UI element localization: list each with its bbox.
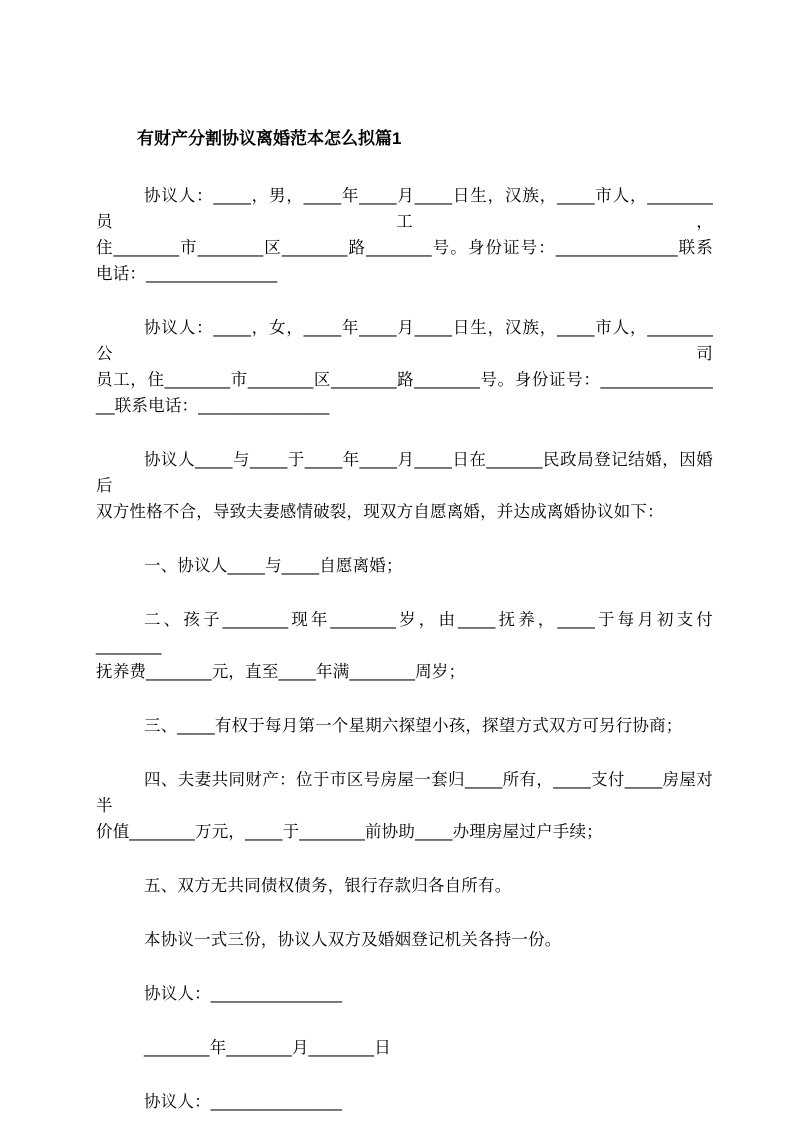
signature-line-a xyxy=(96,981,713,1007)
paragraph-line: 协议人：____，男，____年____月____日生，汉族，____市人，_______员工， xyxy=(96,187,713,231)
clause-4 xyxy=(96,767,713,845)
clause-5 xyxy=(96,873,713,899)
paragraph-line: 员工，住_______市_______区_______路_______号。身份证号：____________ xyxy=(96,371,713,389)
paragraph-line: 双方性格不合，导致夫妻感情破裂，现双方自愿离婚，并达成离婚协议如下： xyxy=(96,503,664,521)
paragraph-line: 本协议一式三份，协议人双方及婚姻登记机关各持一份。 xyxy=(144,931,562,949)
paragraph-line: 住_______市_______区_______路_______号。身份证号：_____________联系 xyxy=(96,239,713,257)
clause-1 xyxy=(96,553,713,579)
paragraph-line: __联系电话：______________ xyxy=(96,397,330,415)
paragraph-line: 协议人____与____于____年____月____日在______民政局登记结婚，因婚后 xyxy=(96,451,713,495)
paragraph-preamble xyxy=(96,447,713,525)
paragraph-line: 电话：______________ xyxy=(96,265,278,283)
paragraph-line: 二、孩子_______现年_______岁，由____抚养，____于每月初支付_______ xyxy=(96,611,713,655)
date-text: _______年_______月_______日 xyxy=(144,1039,392,1057)
paragraph-line: 抚养费_______元，直至____年满_______周岁； xyxy=(96,663,466,681)
paragraph-party-b xyxy=(96,315,713,419)
signature-line-b xyxy=(96,1089,713,1115)
paragraph-line: 三、____有权于每月第一个星期六探望小孩，探望方式双方可另行协商； xyxy=(144,717,683,735)
clause-2 xyxy=(96,607,713,685)
date-line xyxy=(96,1035,713,1061)
closing-statement xyxy=(96,927,713,953)
signature-text: 协议人：______________ xyxy=(144,985,343,1003)
paragraph-party-a xyxy=(96,183,713,287)
document-title: 有财产分割协议离婚范本怎么拟篇1 xyxy=(137,129,402,148)
paragraph-line: 一、协议人____与____自愿离婚； xyxy=(144,557,403,575)
paragraph-line: 四、夫妻共同财产：位于市区号房屋一套归____所有，____支付____房屋对半 xyxy=(96,771,713,815)
paragraph-line: 协议人：____，女，____年____月____日生，汉族，____市人，_______公司 xyxy=(96,319,713,363)
paragraph-line: 价值_______万元，____于_______前协助____办理房屋过户手续； xyxy=(96,823,603,841)
paragraph-line: 五、双方无共同债权债务，银行存款归各自所有。 xyxy=(144,877,512,895)
signature-text: 协议人：______________ xyxy=(144,1093,343,1111)
clause-3 xyxy=(96,713,713,739)
